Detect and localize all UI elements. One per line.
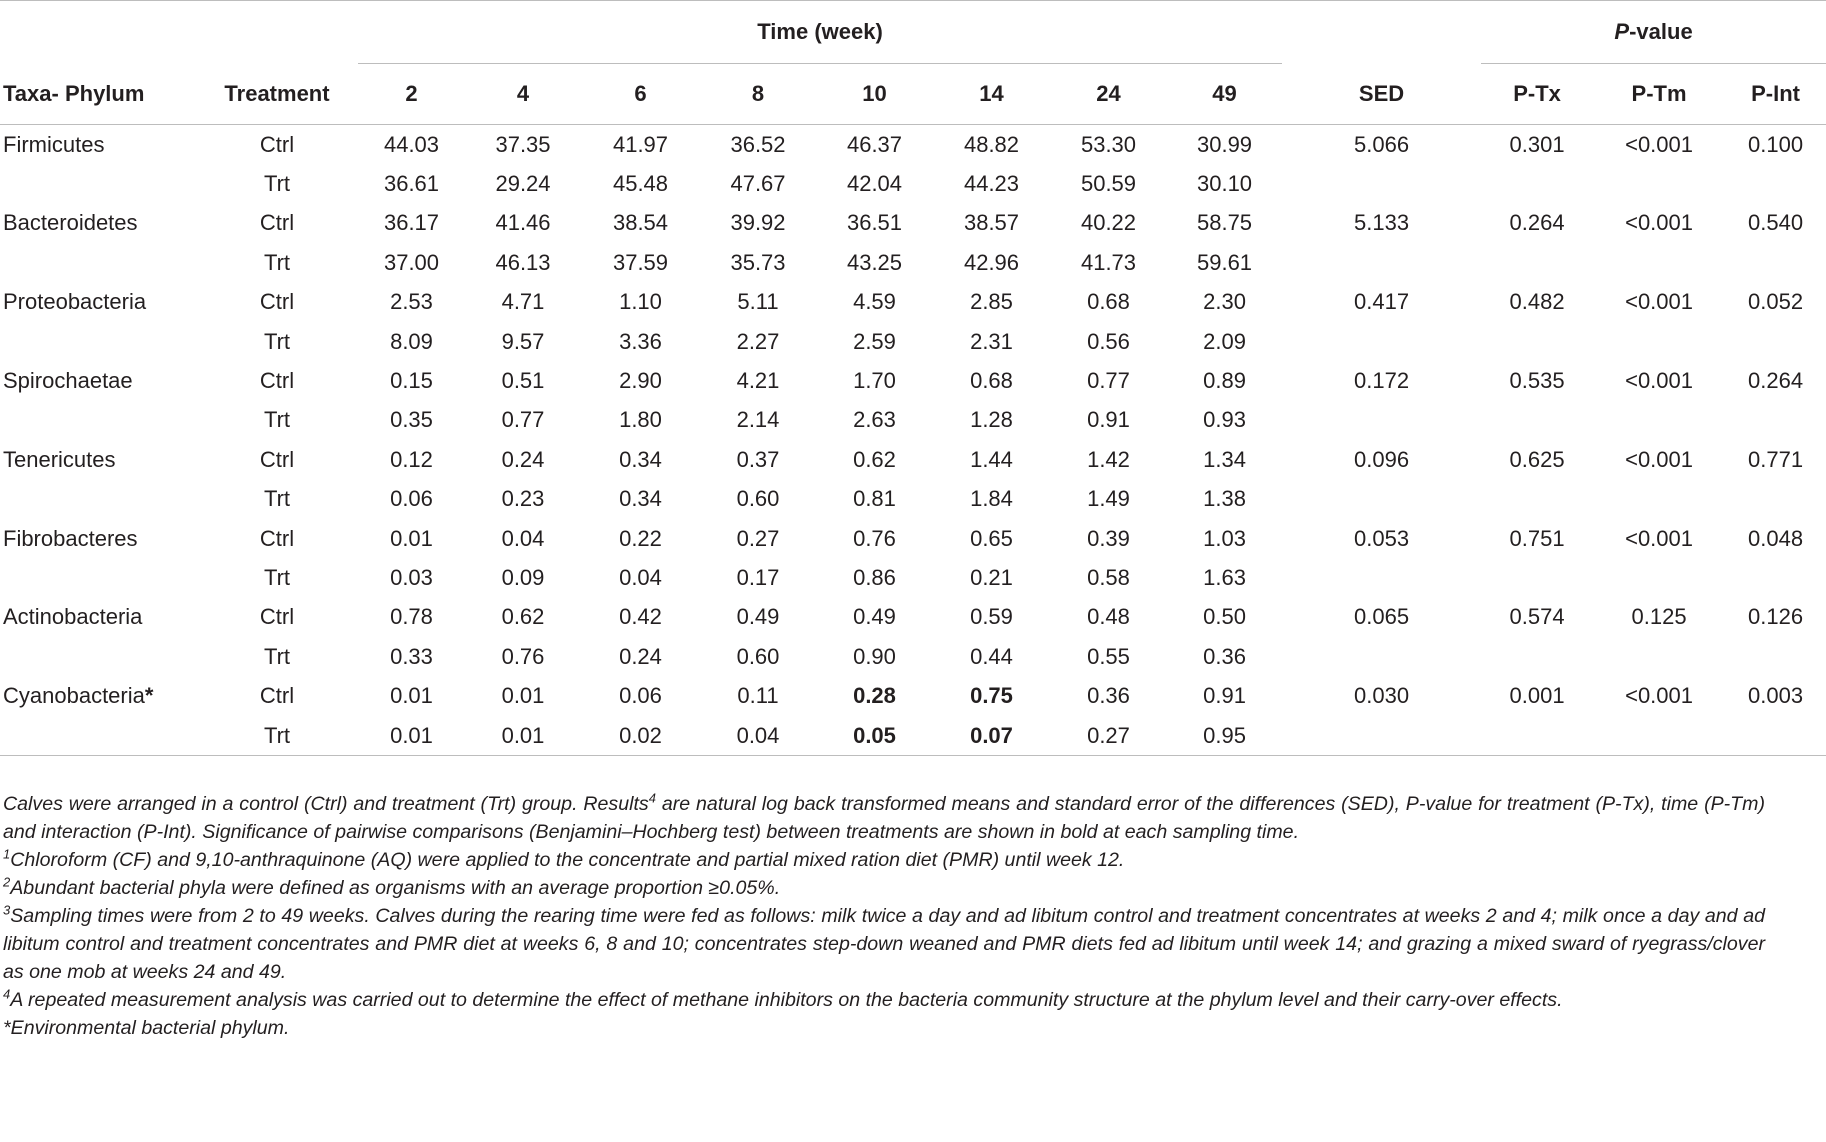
treatment-cell: Trt <box>263 249 291 275</box>
value-cell: 0.04 <box>619 564 662 590</box>
treatment-cell: Ctrl <box>259 683 295 709</box>
sed-cell <box>1322 716 1441 756</box>
header-row-columns <box>0 64 1826 125</box>
value-cell: 1.80 <box>619 407 662 433</box>
taxa-cell: Tenericutes <box>3 446 116 472</box>
value-cell: 40.22 <box>1080 210 1137 236</box>
value-cell: 1.42 <box>1087 446 1130 472</box>
value-cell: 2.85 <box>970 289 1013 315</box>
treatment-cell: Trt <box>263 407 291 433</box>
taxa-cell <box>0 164 196 203</box>
p-tx-cell <box>1481 322 1593 361</box>
treatment-cell: Trt <box>263 328 291 354</box>
value-cell: 0.86 <box>853 564 896 590</box>
value-cell: 36.51 <box>846 210 903 236</box>
value-cell: 0.04 <box>700 716 816 756</box>
treatment-cell: Ctrl <box>259 604 295 630</box>
value-cell: 0.09 <box>501 564 545 590</box>
col-treatment: Treatment <box>196 64 358 125</box>
value-cell: 4.59 <box>853 289 896 315</box>
value-cell: 0.91 <box>1203 683 1246 709</box>
value-cell: 0.01 <box>358 716 465 756</box>
p-tm-cell <box>1593 558 1725 597</box>
table-row <box>0 401 1826 440</box>
value-cell: 0.37 <box>736 446 780 472</box>
p-int-cell <box>1725 637 1826 676</box>
p-tm-cell <box>1593 637 1725 676</box>
p-int-cell <box>1725 558 1826 597</box>
value-cell: 2.53 <box>390 289 433 315</box>
table-row <box>0 361 1826 400</box>
value-cell: 0.58 <box>1087 564 1130 590</box>
value-cell: 36.61 <box>383 171 440 197</box>
value-cell: 0.07 <box>933 716 1050 756</box>
pvalue-header: P-value <box>1481 1 1826 64</box>
value-cell: 9.57 <box>501 328 545 354</box>
value-cell: 29.24 <box>495 171 551 197</box>
sed-cell: 0.096 <box>1354 446 1410 472</box>
table-row <box>0 558 1826 597</box>
value-cell: 5.11 <box>737 289 779 315</box>
p-tm-cell: <0.001 <box>1625 289 1693 315</box>
value-cell: 0.35 <box>390 407 433 433</box>
value-cell: 41.97 <box>612 131 669 157</box>
value-cell: 0.49 <box>736 604 780 630</box>
sed-cell <box>1322 322 1441 361</box>
value-cell: 0.21 <box>970 564 1013 590</box>
value-cell: 0.56 <box>1087 328 1130 354</box>
value-cell: 0.27 <box>736 525 780 551</box>
value-cell: 0.65 <box>970 525 1013 551</box>
value-cell: 0.24 <box>501 446 545 472</box>
value-cell: 0.68 <box>1087 289 1130 315</box>
taxa-cell: Cyanobacteria* <box>3 683 154 709</box>
value-cell: 1.28 <box>970 407 1013 433</box>
p-tm-cell <box>1593 401 1725 440</box>
value-cell: 2.90 <box>619 368 662 394</box>
value-cell: 4.21 <box>736 368 780 394</box>
value-cell: 37.00 <box>383 249 440 275</box>
value-cell: 1.03 <box>1203 525 1246 551</box>
value-cell: 2.59 <box>853 328 896 354</box>
taxa-cell: Proteobacteria <box>3 289 147 315</box>
col-week: 24 <box>1050 64 1167 125</box>
value-cell: 48.82 <box>963 131 1020 157</box>
treatment-cell: Trt <box>263 486 291 512</box>
taxa-cell <box>0 243 196 282</box>
value-cell: 0.93 <box>1203 407 1246 433</box>
value-cell: 0.89 <box>1203 368 1246 394</box>
value-cell: 44.03 <box>383 131 440 157</box>
p-tx-cell <box>1481 164 1593 203</box>
value-cell: 36.52 <box>730 131 786 157</box>
treatment-cell: Trt <box>263 171 291 197</box>
p-tm-cell <box>1593 480 1725 519</box>
p-int-cell <box>1725 164 1826 203</box>
value-cell: 0.68 <box>970 368 1013 394</box>
value-cell: 47.67 <box>730 171 786 197</box>
p-int-cell: 0.048 <box>1748 525 1804 551</box>
value-cell: 0.36 <box>1087 683 1130 709</box>
value-cell: 35.73 <box>730 249 786 275</box>
p-tx-cell <box>1481 558 1593 597</box>
value-cell: 43.25 <box>846 249 903 275</box>
value-cell: 0.01 <box>390 683 433 709</box>
value-cell: 0.28 <box>853 683 896 709</box>
p-tx-cell <box>1481 401 1593 440</box>
value-cell: 0.62 <box>501 604 545 630</box>
value-cell: 1.44 <box>970 446 1013 472</box>
p-tx-cell: 0.301 <box>1509 131 1565 157</box>
p-tx-cell: 0.535 <box>1509 368 1565 394</box>
value-cell: 59.61 <box>1196 249 1253 275</box>
table-row <box>0 243 1826 282</box>
p-int-cell <box>1725 243 1826 282</box>
p-int-cell <box>1725 480 1826 519</box>
table-row <box>0 598 1826 637</box>
p-tx-cell <box>1481 637 1593 676</box>
value-cell: 0.50 <box>1203 604 1246 630</box>
taxa-cell <box>0 637 196 676</box>
value-cell: 0.33 <box>390 643 433 669</box>
treatment-cell: Ctrl <box>259 210 295 236</box>
table-row <box>0 519 1826 558</box>
value-cell: 42.04 <box>846 171 903 197</box>
col-week: 49 <box>1167 64 1282 125</box>
table-row <box>0 440 1826 479</box>
col-week: 4 <box>465 64 581 125</box>
value-cell: 0.78 <box>390 604 433 630</box>
value-cell: 0.15 <box>390 368 433 394</box>
p-tm-cell <box>1593 164 1725 203</box>
treatment-cell: Ctrl <box>259 446 295 472</box>
sed-cell <box>1322 558 1441 597</box>
table-row <box>0 637 1826 676</box>
sed-cell: 0.053 <box>1354 525 1410 551</box>
footnote-environmental: *Environmental bacterial phylum. <box>3 1017 290 1039</box>
value-cell: 1.70 <box>853 368 896 394</box>
value-cell: 0.76 <box>853 525 896 551</box>
treatment-cell: Trt <box>263 643 291 669</box>
sed-cell <box>1322 480 1441 519</box>
sed-cell: 5.066 <box>1354 131 1410 157</box>
value-cell: 0.06 <box>619 683 662 709</box>
p-int-cell: 0.003 <box>1748 683 1804 709</box>
value-cell: 39.92 <box>730 210 786 236</box>
p-int-cell <box>1725 716 1826 756</box>
p-tm-cell: <0.001 <box>1625 683 1693 709</box>
col-sed: SED <box>1322 64 1441 125</box>
treatment-cell: Ctrl <box>259 289 295 315</box>
value-cell: 46.37 <box>846 131 903 157</box>
col-week: 8 <box>700 64 816 125</box>
footnote-main: Calves were arranged in a control (Ctrl) and treatment (Trt) group. Results$^4$ are natural log back transformed means and standard error of the differences (SED), P-value for treatment (P-Tx), time (P-Tm) and interaction (P-Int). Significance of pairwise comparisons (Benjamini–Hochberg test) between treatments are shown in bold at each sampling time. <box>3 790 1765 843</box>
value-cell: 0.36 <box>1203 643 1246 669</box>
value-cell: 0.24 <box>619 643 662 669</box>
col-p-tx: P-Tx <box>1481 64 1593 125</box>
taxa-cell <box>0 401 196 440</box>
p-tx-cell: 0.751 <box>1509 525 1565 551</box>
col-week: 2 <box>358 64 465 125</box>
value-cell: 0.95 <box>1167 716 1282 756</box>
value-cell: 58.75 <box>1196 210 1253 236</box>
sed-cell: 5.133 <box>1354 210 1410 236</box>
value-cell: 0.44 <box>970 643 1013 669</box>
value-cell: 44.23 <box>963 171 1020 197</box>
table-row <box>0 204 1826 243</box>
p-tm-cell <box>1593 243 1725 282</box>
p-int-cell: 0.264 <box>1748 368 1804 394</box>
value-cell: 0.91 <box>1087 407 1130 433</box>
value-cell: 2.63 <box>853 407 896 433</box>
taxa-cell <box>0 322 196 361</box>
value-cell: 0.49 <box>853 604 896 630</box>
p-tm-cell <box>1593 716 1725 756</box>
value-cell: 30.99 <box>1196 131 1253 157</box>
value-cell: 0.62 <box>853 446 896 472</box>
value-cell: 0.48 <box>1087 604 1130 630</box>
table-row <box>0 125 1826 165</box>
value-cell: 0.02 <box>581 716 700 756</box>
footnote-4: $^4$A repeated measurement analysis was carried out to determine the effect of methane inhibitors on the bacteria community structure at the phylum level and their carry-over effects. <box>3 986 1563 1011</box>
value-cell: 3.36 <box>619 328 662 354</box>
treatment-cell: Ctrl <box>259 131 295 157</box>
value-cell: 0.03 <box>390 564 433 590</box>
value-cell: 0.77 <box>501 407 545 433</box>
col-week: 6 <box>581 64 700 125</box>
table-row <box>0 322 1826 361</box>
p-tm-cell <box>1593 322 1725 361</box>
p-int-cell: 0.100 <box>1748 131 1804 157</box>
col-week: 14 <box>933 64 1050 125</box>
value-cell: 0.22 <box>619 525 662 551</box>
taxa-cell: Firmicutes <box>3 131 105 157</box>
value-cell: 0.06 <box>390 486 433 512</box>
col-p-tm: P-Tm <box>1593 64 1725 125</box>
value-cell: 0.05 <box>816 716 933 756</box>
value-cell: 30.10 <box>1196 171 1253 197</box>
value-cell: 0.01 <box>465 716 581 756</box>
p-int-cell: 0.052 <box>1748 289 1804 315</box>
value-cell: 0.01 <box>501 683 545 709</box>
p-int-cell <box>1725 401 1826 440</box>
value-cell: 2.31 <box>970 328 1013 354</box>
value-cell: 36.17 <box>383 210 440 236</box>
p-tm-cell: <0.001 <box>1625 446 1693 472</box>
value-cell: 37.59 <box>612 249 669 275</box>
table-row <box>0 480 1826 519</box>
value-cell: 0.90 <box>853 643 896 669</box>
sed-cell: 0.065 <box>1354 604 1410 630</box>
value-cell: 0.23 <box>501 486 545 512</box>
p-tx-cell: 0.574 <box>1509 604 1565 630</box>
footnote-3: $^3$Sampling times were from 2 to 49 weeks. Calves during the rearing time were fed as follows: milk twice a day and ad libitum control and treatment concentrates at weeks 2 and 4; milk once a day and ad libitum control and treatment concentrates and PMR diet at weeks 6, 8 and 10; concentrates step-down weaned and PMR diets fed ad libitum until week 14; and grazing a mixed sward of ryegrass/clover as one mob at weeks 24 and 49. <box>3 902 1765 983</box>
value-cell: 42.96 <box>963 249 1020 275</box>
taxa-cell: Fibrobacteres <box>3 525 138 551</box>
treatment-cell: Ctrl <box>259 368 295 394</box>
value-cell: 41.46 <box>495 210 551 236</box>
value-cell: 2.30 <box>1203 289 1246 315</box>
sed-cell <box>1322 164 1441 203</box>
p-tx-cell <box>1481 716 1593 756</box>
taxa-cell <box>0 480 196 519</box>
p-tx-cell <box>1481 243 1593 282</box>
treatment-cell: Trt <box>263 564 291 590</box>
value-cell: 53.30 <box>1080 131 1137 157</box>
value-cell: 1.49 <box>1087 486 1130 512</box>
sed-cell: 0.417 <box>1354 289 1410 315</box>
header-row-groups <box>0 1 1826 64</box>
taxa-cell: Bacteroidetes <box>3 210 138 236</box>
value-cell: 0.12 <box>390 446 433 472</box>
value-cell: 1.38 <box>1203 486 1246 512</box>
p-int-cell <box>1725 322 1826 361</box>
value-cell: 1.63 <box>1203 564 1246 590</box>
value-cell: 0.34 <box>619 486 662 512</box>
taxa-cell: Actinobacteria <box>3 604 143 630</box>
value-cell: 0.77 <box>1087 368 1130 394</box>
taxa-cell: Spirochaetae <box>3 368 133 394</box>
p-tx-cell: 0.001 <box>1509 683 1565 709</box>
footnote-1: $^1$Chloroform (CF) and 9,10-anthraquinone (AQ) were applied to the concentrate and partial mixed ration diet (PMR) until week 12. <box>3 846 1125 871</box>
p-tm-cell: 0.125 <box>1631 604 1687 630</box>
value-cell: 0.11 <box>737 683 779 709</box>
value-cell: 0.75 <box>970 683 1013 709</box>
p-tm-cell: <0.001 <box>1625 131 1693 157</box>
value-cell: 0.04 <box>501 525 545 551</box>
value-cell: 8.09 <box>390 328 433 354</box>
value-cell: 50.59 <box>1080 171 1137 197</box>
treatment-cell: Ctrl <box>259 525 295 551</box>
sed-cell <box>1322 637 1441 676</box>
value-cell: 0.60 <box>736 486 780 512</box>
value-cell: 0.39 <box>1087 525 1130 551</box>
p-tx-cell: 0.264 <box>1509 210 1565 236</box>
time-week-header: Time (week) <box>358 1 1282 64</box>
table-body <box>0 125 1826 756</box>
value-cell: 0.17 <box>736 564 780 590</box>
p-tx-cell: 0.625 <box>1509 446 1565 472</box>
value-cell: 2.14 <box>736 407 780 433</box>
value-cell: 0.81 <box>853 486 896 512</box>
sed-cell <box>1322 401 1441 440</box>
p-int-cell: 0.126 <box>1748 604 1804 630</box>
col-p-int: P-Int <box>1725 64 1826 125</box>
table-row <box>0 676 1826 715</box>
p-int-cell: 0.540 <box>1748 210 1804 236</box>
environmental-marker: * <box>144 683 154 709</box>
value-cell: 4.71 <box>501 289 545 315</box>
value-cell: 45.48 <box>612 171 669 197</box>
p-tm-cell: <0.001 <box>1625 368 1693 394</box>
table-footnotes <box>3 790 1765 1042</box>
value-cell: 0.76 <box>501 643 545 669</box>
taxa-cell <box>0 716 196 756</box>
sed-cell: 0.030 <box>1354 683 1410 709</box>
value-cell: 0.34 <box>619 446 662 472</box>
value-cell: 2.27 <box>736 328 780 354</box>
value-cell: 0.51 <box>501 368 545 394</box>
p-tm-cell: <0.001 <box>1625 525 1693 551</box>
col-taxa: Taxa- Phylum <box>0 64 196 125</box>
value-cell: 38.57 <box>963 210 1020 236</box>
value-cell: 0.55 <box>1087 643 1130 669</box>
value-cell: 0.27 <box>1050 716 1167 756</box>
table-row <box>0 716 1826 756</box>
col-week: 10 <box>816 64 933 125</box>
value-cell: 2.09 <box>1203 328 1246 354</box>
footnote-2: $^2$Abundant bacterial phyla were defined as organisms with an average proportion ≥0.05%. <box>3 874 781 899</box>
value-cell: 0.59 <box>970 604 1013 630</box>
value-cell: 41.73 <box>1080 249 1137 275</box>
sed-cell <box>1322 243 1441 282</box>
p-tm-cell: <0.001 <box>1625 210 1693 236</box>
value-cell: 0.01 <box>390 525 433 551</box>
value-cell: 0.42 <box>619 604 662 630</box>
value-cell: 38.54 <box>612 210 669 236</box>
sed-cell: 0.172 <box>1354 368 1410 394</box>
p-tx-cell <box>1481 480 1593 519</box>
p-int-cell: 0.771 <box>1748 446 1804 472</box>
value-cell: 37.35 <box>495 131 551 157</box>
value-cell: 1.34 <box>1203 446 1246 472</box>
treatment-cell: Trt <box>196 716 358 756</box>
table-row <box>0 283 1826 322</box>
p-tx-cell: 0.482 <box>1509 289 1565 315</box>
value-cell: 46.13 <box>495 249 551 275</box>
value-cell: 1.84 <box>970 486 1013 512</box>
value-cell: 0.60 <box>736 643 780 669</box>
taxa-cell <box>0 558 196 597</box>
table-row <box>0 164 1826 203</box>
value-cell: 1.10 <box>619 289 662 315</box>
